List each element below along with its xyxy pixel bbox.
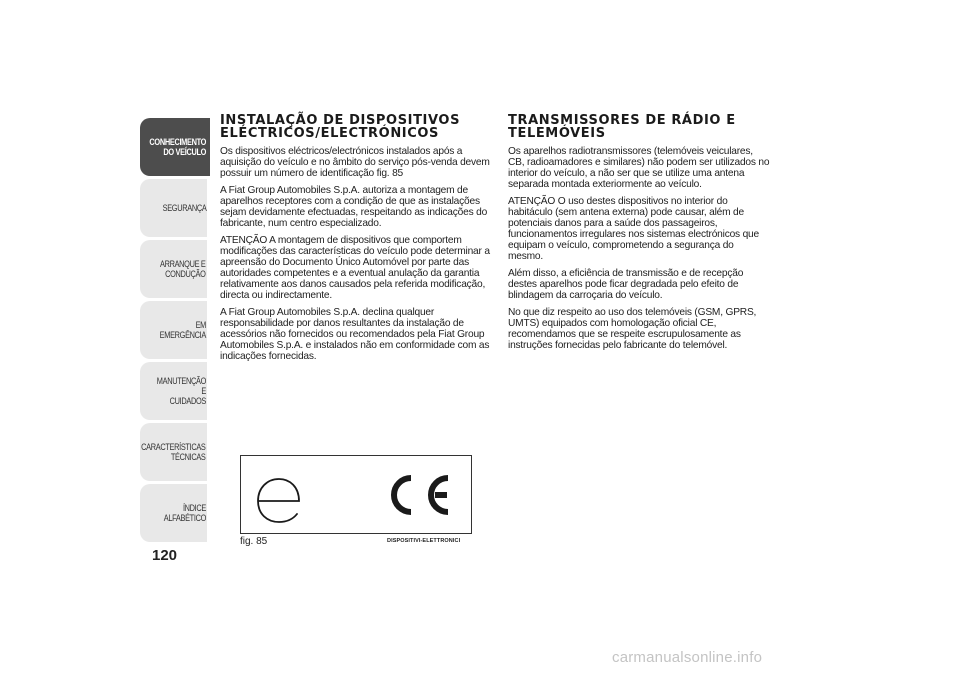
section-heading: TRANSMISSORES DE RÁDIO E TELEMÓVEIS: [508, 113, 736, 141]
tab-label: ARRANQUE E CONDUÇÃO: [160, 259, 206, 279]
figure-85: [240, 455, 472, 534]
tab-label: SEGURANÇA: [162, 203, 206, 213]
section-heading: INSTALAÇÃO DE DISPOSITIVOS ELÉCTRICOS/ELECTRÓNICOS: [220, 113, 461, 141]
paragraph: A Fiat Group Automobiles S.p.A. declina qualquer responsabilidade por danos resultantes da instalação de acessórios não fornecidos ou recomendados pela Fiat Group Automobiles S.p.A. e instalados não em conformidade com as indicações fornecidas.: [220, 307, 490, 362]
paragraph: A Fiat Group Automobiles S.p.A. autoriza a montagem de aparelhos receptores com a condição de que as instalações sejam devidamente efectuadas, respeitando as indicações do fabricante, num centro especializado.: [220, 185, 488, 229]
tab-label: MANUTENÇÃO E CUIDADOS: [156, 376, 206, 406]
paragraph: Os dispositivos eléctricos/electrónicos instalados após a aquisição do veículo e no âmbito do serviço pós-venda devem possuir um número de identificação fig. 85: [220, 146, 490, 179]
watermark: carmanualsonline.info: [612, 649, 763, 666]
tab-conhecimento-do-veiculo[interactable]: [140, 118, 210, 176]
left-column: [220, 114, 492, 368]
tab-label: ÍNDICE ALFABÉTICO: [163, 503, 206, 523]
figure-symbols: [241, 456, 471, 533]
tab-em-emergencia[interactable]: [140, 301, 210, 359]
tab-indice-alfabetico[interactable]: [140, 484, 210, 542]
figure-caption: fig. 85: [240, 536, 268, 547]
paragraph: Os aparelhos radiotransmissores (telemóveis veiculares, CB, radioamadores e similares) não podem ser utilizados no interior do veículo, a não ser que se utilize uma antena separada montada exteriormente ao veículo.: [508, 146, 770, 190]
tab-manutencao-e-cuidados[interactable]: [140, 362, 210, 420]
tab-seguranca[interactable]: [140, 179, 210, 237]
paragraph: ATENÇÃO O uso destes dispositivos no interior do habitáculo (sem antena externa) pode causar, além de potenciais danos para a saúde dos passageiros, funcionamentos irregulares nos sistemas electrónicos que equipam o veículo, comprometendo a segurança do mesmo.: [508, 196, 759, 262]
tab-arranque-e-conducao[interactable]: [140, 240, 210, 298]
paragraph: ATENÇÃO A montagem de dispositivos que comportem modificações das características do veículo pode determinar a apreensão do Documento Único Automóvel por parte das autoridades competentes e a eventual anulação da garantia relativamente aos danos causados pela referida modificação, directa ou indirectamente.: [220, 235, 490, 301]
tab-caracteristicas-tecnicas[interactable]: [140, 423, 210, 481]
e-mark-icon: [258, 479, 299, 522]
ce-mark-icon: [394, 478, 448, 512]
figure-code: DISPOSITIVI-ELETTRONICI: [387, 538, 461, 544]
right-column: [508, 114, 770, 357]
tab-label: CARACTERÍSTICAS TÉCNICAS: [141, 442, 206, 462]
tab-label: EM EMERGÊNCIA: [159, 320, 206, 340]
chapter-tabs: [140, 118, 210, 545]
paragraph: No que diz respeito ao uso dos telemóveis (GSM, GPRS, UMTS) equipados com homologação oficial CE, recomendamos que se respeite escrupulosamente as instruções fornecidas pelo fabricante do telemóvel.: [508, 307, 757, 351]
page-number: 120: [152, 547, 178, 564]
tab-label: CONHECIMENTO DO VEÍCULO: [149, 137, 206, 157]
paragraph: Além disso, a eficiência de transmissão e de recepção destes aparelhos pode ficar degradada pelo efeito de blindagem da carroçaria do veículo.: [508, 268, 744, 301]
